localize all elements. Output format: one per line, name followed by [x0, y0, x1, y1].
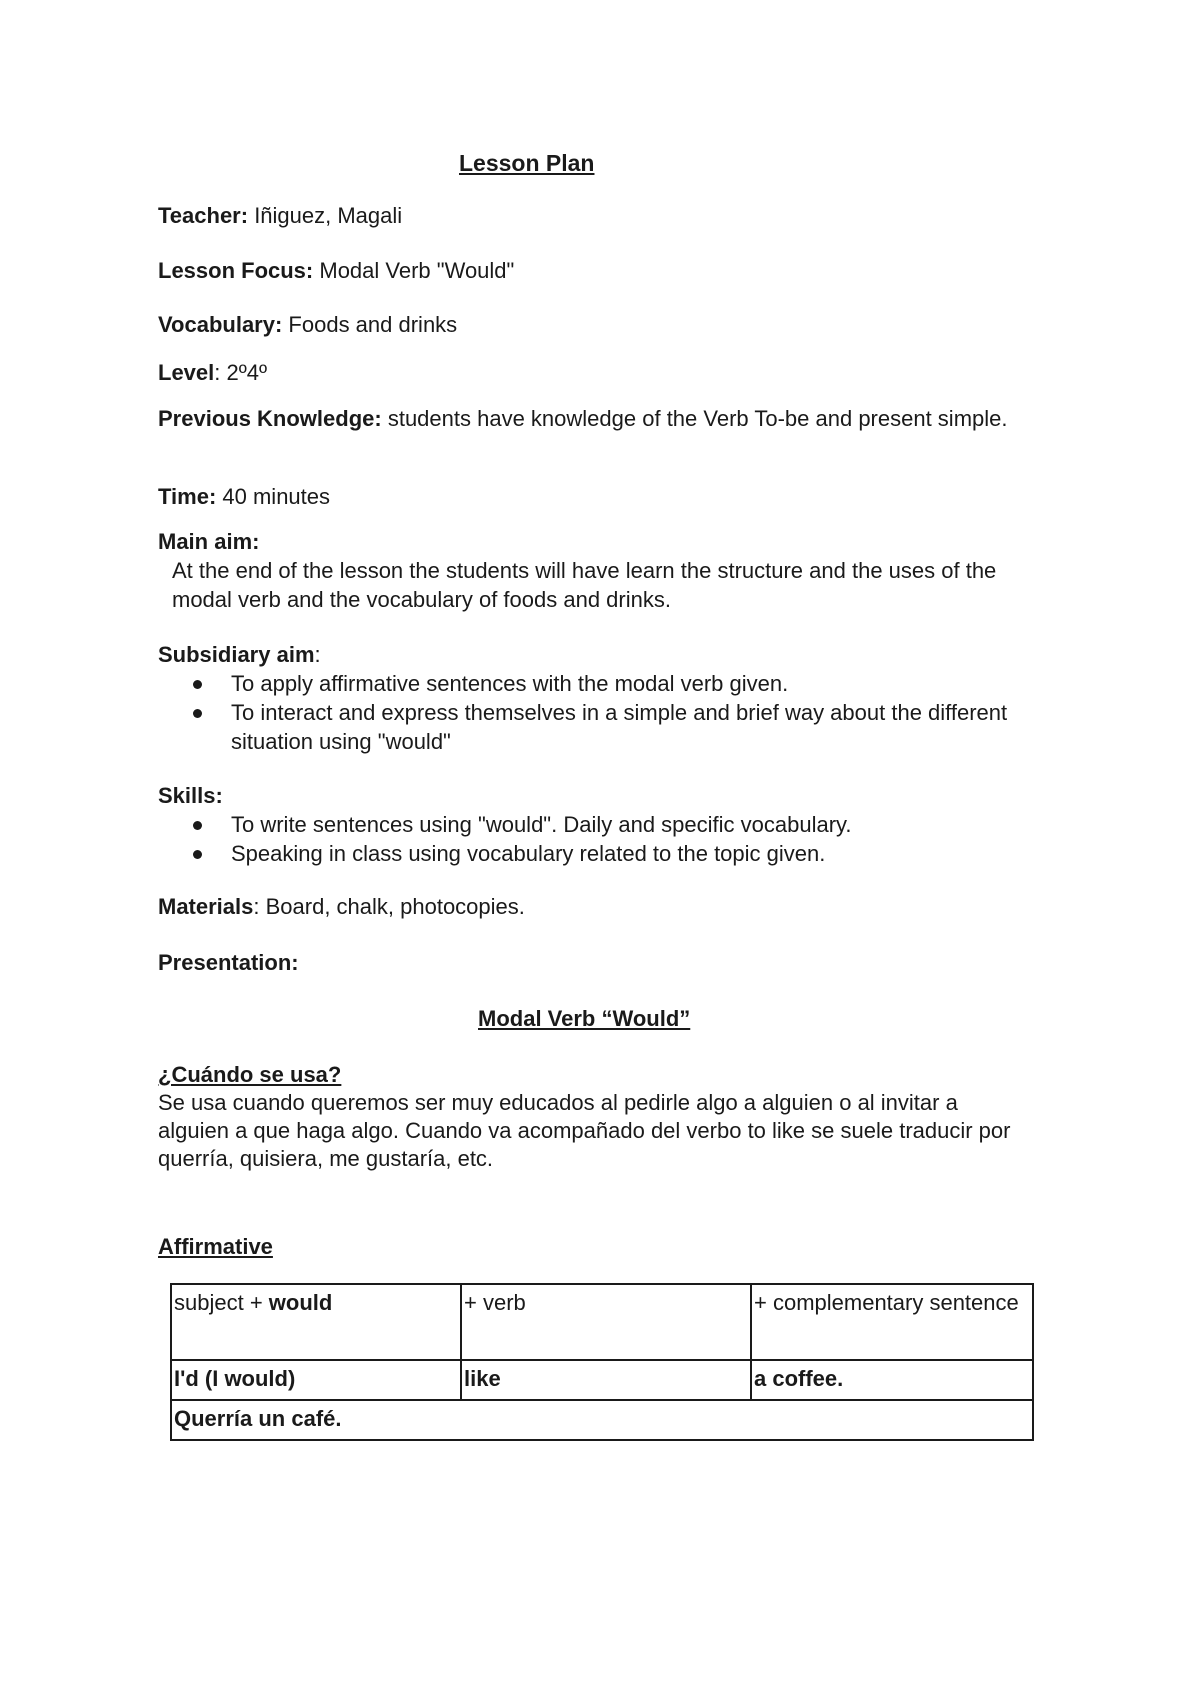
table-row: [171, 1360, 1033, 1400]
example-verb: like: [461, 1360, 751, 1400]
presentation-label: Presentation:: [158, 950, 299, 975]
subsidiary-aim-suffix: :: [314, 642, 321, 667]
example-complement: a coffee.: [751, 1360, 1033, 1400]
example-subject: I'd (I would): [171, 1360, 461, 1400]
skills-item-2: Speaking in class using vocabulary related to the topic given.: [231, 841, 826, 866]
affirmative-heading: Affirmative: [158, 1234, 273, 1259]
subsidiary-aim-item-1: To apply affirmative sentences with the modal verb given.: [231, 671, 789, 696]
subsidiary-aim-label: Subsidiary aim: [158, 642, 315, 667]
header-verb: + verb: [461, 1284, 751, 1360]
header-subject: subject +: [174, 1290, 269, 1315]
time-field: [158, 484, 330, 510]
skills-item-1: To write sentences using "would". Daily and specific vocabulary.: [231, 812, 852, 837]
previous-knowledge-value: students have knowledge of the Verb To-be and present simple.: [381, 406, 1008, 431]
bullet-icon: [193, 850, 202, 859]
level-label: Level: [158, 360, 215, 385]
lesson-focus-label: Lesson Focus:: [158, 258, 314, 283]
materials-label: Materials: [158, 894, 254, 919]
header-would: would: [268, 1290, 333, 1315]
list-item: [158, 669, 1028, 698]
when-used-question: ¿Cuándo se usa?: [158, 1062, 342, 1087]
teacher-field: [158, 203, 402, 229]
affirmative-table: [170, 1283, 1034, 1441]
level-field: [158, 360, 267, 386]
vocabulary-value: Foods and drinks: [282, 312, 458, 337]
table-cell: [171, 1284, 461, 1360]
section-heading: Modal Verb “Would”: [478, 1006, 691, 1031]
materials-value: : Board, chalk, photocopies.: [253, 894, 525, 919]
previous-knowledge-label: Previous Knowledge:: [158, 406, 382, 431]
teacher-label: Teacher:: [158, 203, 249, 228]
table-row: [171, 1400, 1033, 1440]
when-used-text: Se usa cuando queremos ser muy educados al pedirle algo a alguien o al invitar a alguien a que haga algo. Cuando va acompañado del verbo to like se suele traducir por querría, quisiera, me gustaría, etc.: [158, 1090, 1011, 1171]
skills-list: [158, 810, 1028, 868]
subsidiary-aim-heading: [158, 642, 321, 668]
main-aim-label: Main aim:: [158, 529, 260, 554]
previous-knowledge-field: [158, 404, 1034, 433]
subsidiary-aim-list: [158, 669, 1028, 756]
header-complement: + complementary sentence: [751, 1284, 1033, 1360]
page-title: Lesson Plan: [459, 150, 595, 176]
time-label: Time:: [158, 484, 217, 509]
vocabulary-field: [158, 312, 457, 338]
level-value: : 2º4º: [214, 360, 268, 385]
time-value: 40 minutes: [216, 484, 331, 509]
example-translation: Querría un café.: [171, 1400, 1033, 1440]
lesson-focus-field: [158, 258, 514, 284]
skills-label: Skills:: [158, 783, 223, 808]
list-item: [158, 698, 1028, 756]
list-item: [158, 810, 1028, 839]
lesson-focus-value: Modal Verb "Would": [313, 258, 515, 283]
teacher-value: Iñiguez, Magali: [248, 203, 403, 228]
bullet-icon: [193, 680, 202, 689]
table-row: [171, 1284, 1033, 1360]
list-item: [158, 839, 1028, 868]
vocabulary-label: Vocabulary:: [158, 312, 283, 337]
bullet-icon: [193, 709, 202, 718]
main-aim-text: At the end of the lesson the students will have learn the structure and the uses of the modal verb and the vocabulary of foods and drinks.: [172, 558, 997, 612]
subsidiary-aim-item-2: To interact and express themselves in a simple and brief way about the different situation using "would": [231, 700, 1008, 754]
bullet-icon: [193, 821, 202, 830]
materials-field: [158, 894, 525, 920]
